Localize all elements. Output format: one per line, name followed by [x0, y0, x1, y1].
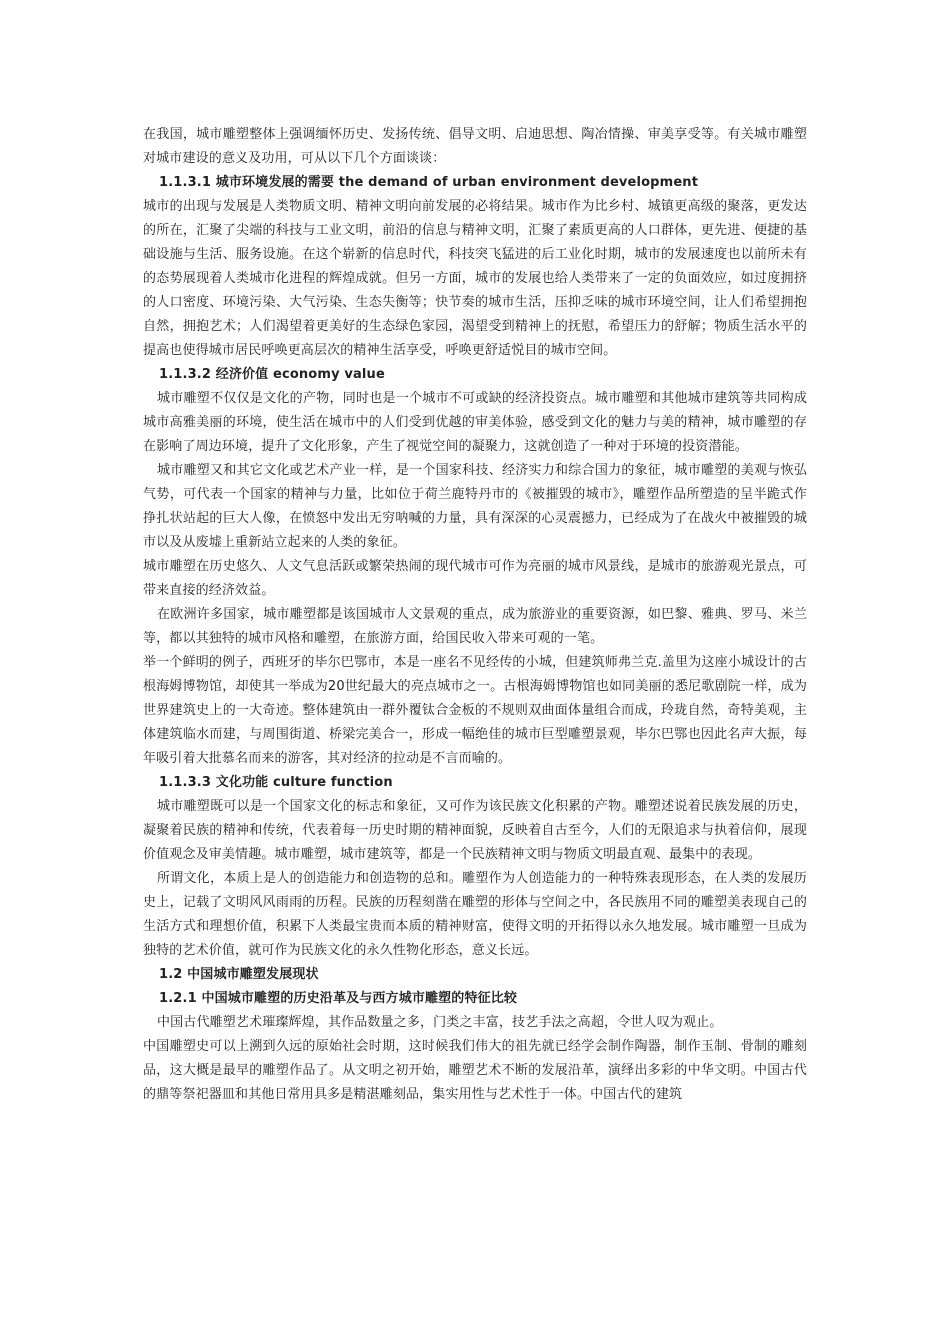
body-paragraph: 城市雕塑既可以是一个国家文化的标志和象征，又可作为该民族文化积累的产物。雕塑述说着民族发展的历史，凝聚着民族的精神和传统，代表着每一历史时期的精神面貌，反映着自古至今，人们的无限追求与执着信仰，展现价值观念及审美情趣。城市雕塑，城市建筑等，都是一个民族精神文明与物质文明最直观、最集中的表现。 [143, 799, 807, 862]
body-paragraph: 在欧洲许多国家，城市雕塑都是该国城市人文景观的重点，成为旅游业的重要资源，如巴黎、雅典、罗马、米兰等，都以其独特的城市风格和雕塑，在旅游方面，给国民收入带来可观的一笔。 [143, 607, 807, 646]
section-heading: 1.1.3.1 城市环境发展的需要 the demand of urban environment development [159, 175, 699, 190]
section-heading: 1.1.3.2 经济价值 economy value [159, 367, 385, 382]
body-paragraph: 中国雕塑史可以上溯到久远的原始社会时期，这时候我们伟大的祖先就已经学会制作陶器，制作玉制、骨制的雕刻品，这大概是最早的雕塑作品了。从文明之初开始，雕塑艺术不断的发展沿革，演绎出多彩的中华文明。中国古代的鼎等祭祀器皿和其他日常用具多是精湛雕刻品，集实用性与艺术性于一体。中国古代的建筑 [143, 1039, 807, 1102]
body-paragraph: 举一个鲜明的例子，西班牙的毕尔巴鄂市，本是一座名不见经传的小城，但建筑师弗兰克.盖里为这座小城设计的古根海姆博物馆，却使其一举成为20世纪最大的亮点城市之一。古根海姆博物馆也如同美丽的悉尼歌剧院一样，成为世界建筑史上的一大奇迹。整体建筑由一群外覆钛合金板的不规则双曲面体量组合而成，玲珑自然，奇特美观，主体建筑临水而建，与周围街道、桥梁完美合一，形成一幅绝佳的城市巨型雕塑景观，毕尔巴鄂也因此名声大振，每年吸引着大批慕名而来的游客，其对经济的拉动是不言而喻的。 [143, 655, 807, 766]
body-paragraph: 所谓文化，本质上是人的创造能力和创造物的总和。雕塑作为人创造能力的一种特殊表现形态，在人类的发展历史上，记载了文明风风雨雨的历程。民族的历程刻凿在雕塑的形体与空间之中，各民族用不同的雕塑美表现自己的生活方式和理想价值，积累下人类最宝贵而本质的精神财富，使得文明的开拓得以永久地发展。城市雕塑一旦成为独特的艺术价值，就可作为民族文化的永久性物化形态，意义长远。 [143, 871, 807, 958]
document-body [143, 123, 807, 1107]
body-paragraph: 城市雕塑不仅仅是文化的产物，同时也是一个城市不可或缺的经济投资点。城市雕塑和其他城市建筑等共同构成城市高雅美丽的环境，使生活在城市中的人们受到优越的审美体验，感受到文化的魅力与美的精神，城市雕塑的存在影响了周边环境，提升了文化形象，产生了视觉空间的凝聚力，这就创造了一种对于环境的投资潜能。 [143, 391, 807, 454]
body-paragraph: 城市雕塑在历史悠久、人文气息活跃或繁荣热闹的现代城市可作为亮丽的城市风景线，是城市的旅游观光景点，可带来直接的经济效益。 [143, 559, 807, 598]
section-heading: 1.2.1 中国城市雕塑的历史沿革及与西方城市雕塑的特征比较 [159, 991, 518, 1006]
body-paragraph: 中国古代雕塑艺术璀璨辉煌，其作品数量之多，门类之丰富，技艺手法之高超，令世人叹为观止。 [157, 1015, 723, 1030]
body-paragraph: 城市雕塑又和其它文化或艺术产业一样，是一个国家科技、经济实力和综合国力的象征，城市雕塑的美观与恢弘气势，可代表一个国家的精神与力量，比如位于荷兰鹿特丹市的《被摧毁的城市》，雕塑作品所塑造的呈半跪式作挣扎状站起的巨大人像，在愤怒中发出无穷呐喊的力量，具有深深的心灵震撼力，已经成为了在战火中被摧毁的城市以及从废墟上重新站立起来的人类的象征。 [143, 463, 807, 550]
body-paragraph: 在我国，城市雕塑整体上强调缅怀历史、发扬传统、倡导文明、启迪思想、陶冶情操、审美享受等。有关城市雕塑对城市建设的意义及功用，可从以下几个方面谈谈： [143, 127, 807, 166]
section-heading: 1.1.3.3 文化功能 culture function [159, 775, 393, 790]
body-paragraph: 城市的出现与发展是人类物质文明、精神文明向前发展的必将结果。城市作为比乡村、城镇更高级的聚落，更发达的所在，汇聚了尖端的科技与工业文明，前沿的信息与精神文明，汇聚了素质更高的人口群体，更先进、便捷的基础设施与生活、服务设施。在这个崭新的信息时代，科技突飞猛进的后工业化时期，城市的发展速度也以前所未有的态势展现着人类城市化进程的辉煌成就。但另一方面，城市的发展也给人类带来了一定的负面效应，如过度拥挤的人口密度、环境污染、大气污染、生态失衡等；快节奏的城市生活，压抑乏味的城市环境空间，让人们希望拥抱自然，拥抱艺术；人们渴望着更美好的生态绿色家园，渴望受到精神上的抚慰，希望压力的舒解；物质生活水平的提高也使得城市居民呼唤更高层次的精神生活享受，呼唤更舒适悦目的城市空间。 [143, 199, 807, 358]
section-heading: 1.2 中国城市雕塑发展现状 [159, 967, 319, 982]
